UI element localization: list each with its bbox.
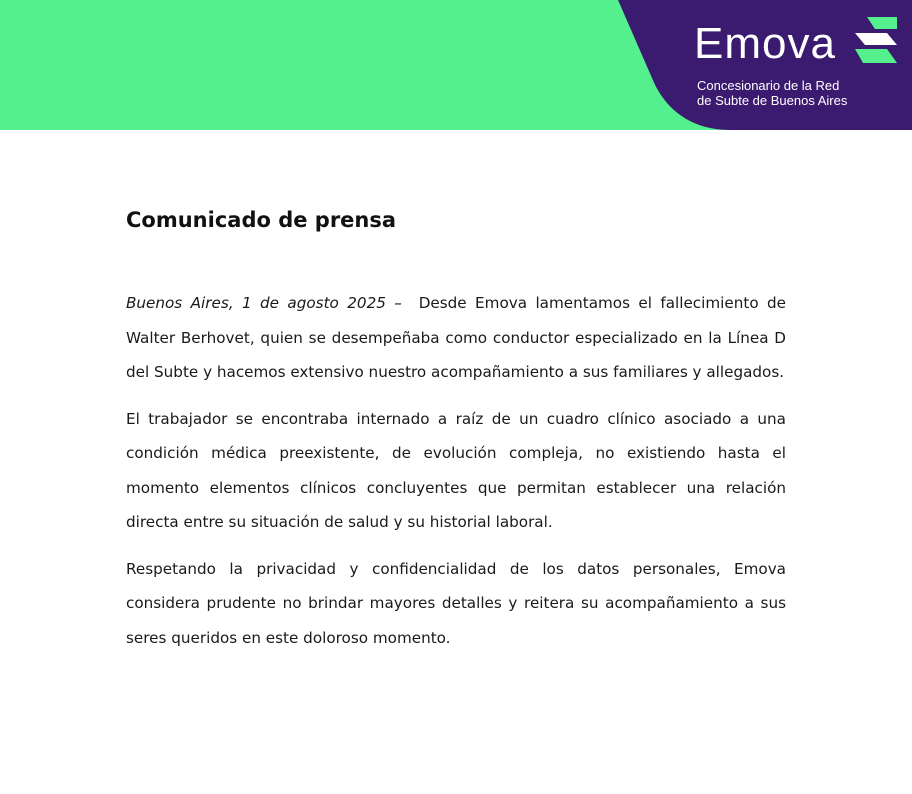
paragraph-1 — [126, 286, 786, 390]
paragraph-3: Respetando la privacidad y confidencialidad de los datos personales, Emova considera prudente no brindar mayores detalles y reitera su acompañamiento a sus seres queridos en este doloroso momento. — [126, 559, 786, 647]
emova-logo-mark-icon — [853, 15, 899, 65]
document-title: Comunicado de prensa — [126, 208, 397, 232]
brand-tagline — [697, 78, 897, 108]
tagline-line-1: Concesionario de la Red — [697, 78, 840, 93]
brand-name: Emova — [694, 19, 836, 68]
press-release-body — [126, 204, 786, 655]
header-band — [0, 0, 912, 130]
tagline-line-2: de Subte de Buenos Aires — [697, 93, 848, 108]
paragraph-1-text: Desde Emova lamentamos el fallecimiento de Walter Berhovet, quien se desempeñaba como conductor especializado en la Línea D del Subte y hacemos extensivo nuestro acompañamiento a sus familiares y allegados. — [126, 294, 787, 381]
dateline: Buenos Aires, 1 de agosto 2025 – — [126, 294, 402, 312]
paragraph-2: El trabajador se encontraba internado a raíz de un cuadro clínico asociado a una condición médica preexistente, de evolución compleja, no existiendo hasta el momento elementos clínicos concluyentes que permitan establecer una relación directa entre su situación de salud y su historial laboral. — [126, 409, 786, 531]
